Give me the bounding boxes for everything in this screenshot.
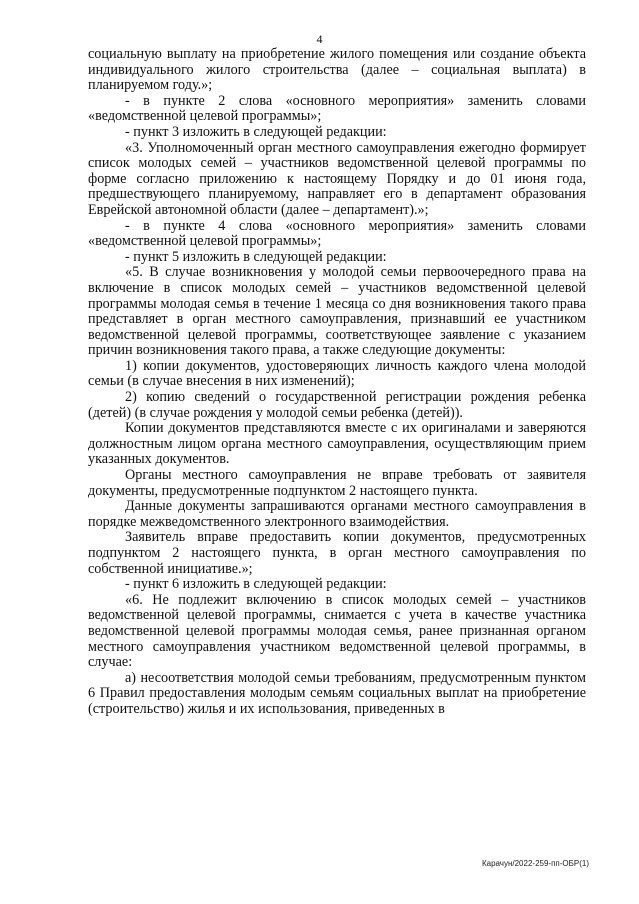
page-number: 4	[316, 32, 323, 46]
paragraph: 1) копии документов, удостоверяющих личность каждого члена молодой семьи (в случае внесения в них изменений);	[88, 357, 586, 390]
paragraph: «6. Не подлежит включению в список молодых семей – участников ведомственной целевой программы, снимается с учета в качестве участника ведомственной целевой программы молодая семья, ранее признанная органом местного самоуправления участником ведомственной целевой программы, в случае:	[88, 591, 586, 671]
paragraph: «3. Уполномоченный орган местного самоуправления ежегодно формирует список молодых семей – участников ведомственной целевой программы по форме согласно приложению к настоящему Порядку и до 01 июня года, предшествующего планируемому, направляет его в департамент образования Еврейской автономной области (далее – департамент).»;	[88, 139, 586, 218]
paragraph: а) несоответствия молодой семьи требованиям, предусмотренным пунктом 6 Правил предоставления молодым семьям социальных выплат на приобретение (строительство) жилья и их использования, приведенных в	[88, 669, 586, 717]
paragraph: - в пункте 2 слова «основного мероприятия» заменить словами «ведомственной целевой программы»;	[88, 92, 586, 125]
paragraph: 2) копию сведений о государственной регистрации рождения ребенка (детей) (в случае рождения у молодой семьи ребенка (детей)).	[88, 389, 586, 421]
paragraph: Заявитель вправе предоставить копии документов, предусмотренных подпунктом 2 настоящего пункта, в орган местного самоуправления по собственной инициативе.»;	[88, 529, 586, 577]
document-footer-code: Карачун/2022-259-пп-ОБР(1)	[481, 859, 589, 868]
paragraph: Данные документы запрашиваются органами местного самоуправления в порядке межведомственного электронного взаимодействия.	[88, 498, 586, 530]
paragraph: Органы местного самоуправления не вправе требовать от заявителя документы, предусмотренные подпунктом 2 настоящего пункта.	[88, 467, 586, 499]
paragraph: Копии документов представляются вместе с их оригиналами и заверяются должностным лицом органа местного самоуправления, осуществляющим прием указанных документов.	[88, 420, 586, 468]
paragraph: «5. В случае возникновения у молодой семьи первоочередного права на включение в список молодых семей – участников ведомственной целевой программы молодая семья в течение 1 месяца со дня возникновения такого права представляет в орган местного самоуправления, признавший ее участником ведомственной целевой программы, соответствующее заявление с указанием причин возникновения такого права, а также следующие документы:	[88, 264, 586, 359]
paragraph: - пункт 6 изложить в следующей редакции:	[125, 576, 387, 593]
paragraph: - в пункте 4 слова «основного мероприятия» заменить словами «ведомственной целевой программы»;	[88, 217, 586, 250]
paragraph: - пункт 5 изложить в следующей редакции:	[125, 248, 387, 265]
document-body	[88, 47, 586, 718]
paragraph: - пункт 3 изложить в следующей редакции:	[125, 123, 387, 140]
paragraph: социальную выплату на приобретение жилого помещения или создание объекта индивидуального жилого строительства (далее – социальная выплата) в планируемом году.»;	[88, 46, 586, 94]
